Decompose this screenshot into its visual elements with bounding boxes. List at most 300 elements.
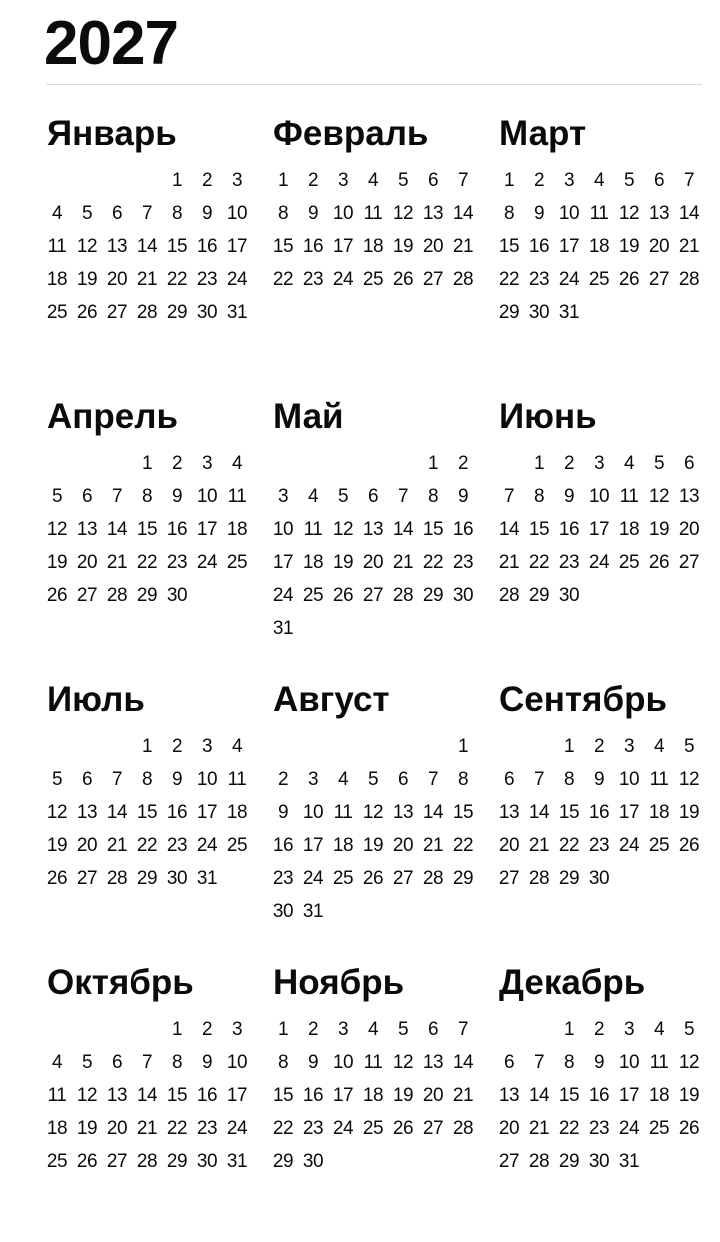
day-number: 18 [362,1085,384,1106]
day-number: 6 [111,1052,123,1073]
day-number: 3 [231,170,243,191]
day-number: 3 [201,453,213,474]
day-number: 22 [136,835,158,856]
day-number: 29 [136,585,158,606]
day-number: 22 [272,1118,294,1139]
day-number: 22 [136,552,158,573]
day-number: 2 [171,453,183,474]
day-number: 8 [563,769,575,790]
day-number: 7 [533,1052,545,1073]
day-number: 23 [272,868,294,889]
day-number: 4 [231,453,243,474]
day-number: 1 [563,736,575,757]
day-number: 12 [618,203,640,224]
blank-cell [72,164,102,197]
day-number: 14 [528,802,550,823]
day-number: 12 [678,1052,700,1073]
day-number: 23 [558,552,580,573]
day-number: 18 [588,236,610,257]
day-number: 19 [618,236,640,257]
day-number: 22 [422,552,444,573]
blank-cell [268,447,298,480]
day-number: 30 [196,302,218,323]
day-number: 19 [332,552,354,573]
day-number: 30 [528,302,550,323]
day-number: 27 [106,302,128,323]
day-number: 31 [272,618,294,639]
day-number: 22 [528,552,550,573]
day-number: 16 [166,519,188,540]
day-number: 26 [618,269,640,290]
day-number: 12 [392,1052,414,1073]
day-number: 24 [272,585,294,606]
day-number: 28 [498,585,520,606]
day-number: 20 [106,269,128,290]
day-number: 12 [648,486,670,507]
day-number: 9 [307,1052,319,1073]
day-number: 23 [588,835,610,856]
day-number: 16 [452,519,474,540]
blank-cell [102,164,132,197]
day-number: 30 [588,1151,610,1172]
day-number: 6 [111,203,123,224]
month-name: Сентябрь [499,680,667,719]
day-number: 5 [683,736,695,757]
day-number: 25 [618,552,640,573]
day-number: 27 [648,269,670,290]
day-number: 28 [422,868,444,889]
day-number: 30 [166,868,188,889]
day-number: 24 [332,1118,354,1139]
day-number: 4 [653,736,665,757]
month-block [494,393,720,676]
blank-cell [494,447,524,480]
day-number: 14 [678,203,700,224]
day-number: 3 [623,1019,635,1040]
day-number: 25 [362,1118,384,1139]
day-number: 7 [141,1052,153,1073]
day-number: 7 [111,486,123,507]
day-number: 14 [136,236,158,257]
day-number: 18 [648,1085,670,1106]
blank-cell [72,1013,102,1046]
day-number: 22 [558,835,580,856]
month-name: Январь [47,114,177,153]
blank-cell [102,447,132,480]
day-number: 3 [563,170,575,191]
day-number: 22 [452,835,474,856]
blank-cell [42,1013,72,1046]
blank-cell [42,447,72,480]
day-number: 20 [678,519,700,540]
day-number: 11 [47,1085,67,1106]
day-number: 4 [593,170,605,191]
day-number: 4 [51,203,63,224]
day-number: 31 [302,901,324,922]
day-number: 19 [678,802,700,823]
day-number: 9 [533,203,545,224]
day-number: 20 [498,835,520,856]
day-number: 30 [452,585,474,606]
day-number: 11 [333,802,353,823]
blank-cell [524,730,554,763]
day-number: 3 [201,736,213,757]
day-number: 7 [141,203,153,224]
day-number: 18 [302,552,324,573]
day-number: 24 [618,835,640,856]
day-number: 28 [136,302,158,323]
day-number: 2 [593,1019,605,1040]
day-number: 10 [332,203,354,224]
day-number: 25 [226,552,248,573]
day-number: 31 [618,1151,640,1172]
day-number: 9 [593,1052,605,1073]
month-block [268,676,494,959]
day-number: 24 [332,269,354,290]
day-number: 8 [457,769,469,790]
day-number: 1 [277,170,289,191]
day-number: 10 [588,486,610,507]
day-number: 20 [76,552,98,573]
day-number: 11 [649,1052,669,1073]
day-number: 21 [106,552,128,573]
day-number: 11 [363,1052,383,1073]
month-days [268,164,478,296]
day-number: 21 [392,552,414,573]
day-number: 16 [272,835,294,856]
day-number: 21 [452,236,474,257]
day-number: 9 [457,486,469,507]
blank-cell [42,730,72,763]
day-number: 14 [528,1085,550,1106]
day-number: 1 [171,170,183,191]
day-number: 17 [558,236,580,257]
day-number: 13 [648,203,670,224]
month-days [42,164,252,329]
day-number: 14 [136,1085,158,1106]
day-number: 4 [307,486,319,507]
day-number: 3 [593,453,605,474]
day-number: 9 [171,769,183,790]
day-number: 2 [307,170,319,191]
day-number: 30 [558,585,580,606]
blank-cell [102,730,132,763]
month-name: Декабрь [499,963,646,1002]
day-number: 26 [648,552,670,573]
day-number: 27 [392,868,414,889]
day-number: 18 [648,802,670,823]
day-number: 15 [136,519,158,540]
day-number: 12 [392,203,414,224]
day-number: 28 [392,585,414,606]
day-number: 9 [171,486,183,507]
day-number: 13 [76,519,98,540]
month-days [42,730,252,895]
month-block [494,676,720,959]
day-number: 19 [392,236,414,257]
blank-cell [132,164,162,197]
day-number: 26 [332,585,354,606]
day-number: 14 [106,802,128,823]
day-number: 5 [81,1052,93,1073]
month-block [494,110,720,393]
day-number: 24 [226,269,248,290]
day-number: 21 [528,1118,550,1139]
day-number: 17 [332,1085,354,1106]
day-number: 13 [678,486,700,507]
day-number: 23 [196,1118,218,1139]
day-number: 28 [452,269,474,290]
months-grid [42,110,720,1242]
day-number: 17 [196,802,218,823]
day-number: 3 [337,1019,349,1040]
day-number: 7 [457,1019,469,1040]
blank-cell [494,730,524,763]
day-number: 2 [457,453,469,474]
day-number: 24 [618,1118,640,1139]
day-number: 21 [136,1118,158,1139]
day-number: 17 [302,835,324,856]
day-number: 5 [653,453,665,474]
day-number: 10 [558,203,580,224]
day-number: 16 [528,236,550,257]
day-number: 25 [46,1151,68,1172]
day-number: 14 [452,1052,474,1073]
day-number: 8 [141,486,153,507]
day-number: 8 [277,1052,289,1073]
day-number: 23 [588,1118,610,1139]
day-number: 7 [457,170,469,191]
day-number: 20 [422,1085,444,1106]
day-number: 13 [422,1052,444,1073]
day-number: 31 [558,302,580,323]
day-number: 8 [171,1052,183,1073]
day-number: 2 [533,170,545,191]
day-number: 20 [106,1118,128,1139]
day-number: 4 [653,1019,665,1040]
day-number: 16 [588,1085,610,1106]
day-number: 15 [558,802,580,823]
blank-cell [358,730,388,763]
day-number: 14 [422,802,444,823]
day-number: 14 [392,519,414,540]
day-number: 30 [166,585,188,606]
day-number: 13 [362,519,384,540]
day-number: 3 [307,769,319,790]
blank-cell [72,730,102,763]
day-number: 24 [588,552,610,573]
day-number: 18 [46,1118,68,1139]
day-number: 15 [166,1085,188,1106]
day-number: 25 [302,585,324,606]
day-number: 30 [302,1151,324,1172]
day-number: 22 [166,269,188,290]
month-name: Июнь [499,397,597,436]
day-number: 11 [619,486,639,507]
month-name: Февраль [273,114,429,153]
day-number: 16 [558,519,580,540]
day-number: 4 [623,453,635,474]
day-number: 27 [362,585,384,606]
day-number: 25 [46,302,68,323]
day-number: 23 [452,552,474,573]
day-number: 27 [422,269,444,290]
day-number: 20 [422,236,444,257]
day-number: 26 [392,269,414,290]
day-number: 13 [498,1085,520,1106]
day-number: 15 [422,519,444,540]
day-number: 17 [618,1085,640,1106]
day-number: 23 [302,1118,324,1139]
day-number: 3 [623,736,635,757]
day-number: 29 [136,868,158,889]
day-number: 23 [302,269,324,290]
day-number: 24 [226,1118,248,1139]
day-number: 1 [503,170,515,191]
day-number: 23 [196,269,218,290]
month-days [494,1013,704,1178]
day-number: 8 [427,486,439,507]
day-number: 16 [588,802,610,823]
day-number: 11 [303,519,323,540]
blank-cell [328,447,358,480]
year-title: 2027 [44,9,178,78]
day-number: 3 [277,486,289,507]
day-number: 21 [528,835,550,856]
day-number: 18 [226,519,248,540]
month-row [42,110,720,393]
day-number: 6 [427,1019,439,1040]
day-number: 18 [46,269,68,290]
day-number: 19 [76,269,98,290]
day-number: 22 [558,1118,580,1139]
day-number: 12 [46,802,68,823]
month-block [42,393,268,676]
day-number: 3 [337,170,349,191]
month-name: Апрель [47,397,179,436]
day-number: 27 [498,1151,520,1172]
day-number: 2 [201,1019,213,1040]
day-number: 26 [76,302,98,323]
day-number: 17 [196,519,218,540]
day-number: 12 [76,236,98,257]
day-number: 6 [397,769,409,790]
day-number: 26 [76,1151,98,1172]
day-number: 13 [76,802,98,823]
day-number: 8 [503,203,515,224]
day-number: 9 [201,203,213,224]
day-number: 11 [363,203,383,224]
blank-cell [388,447,418,480]
blank-cell [42,164,72,197]
day-number: 9 [277,802,289,823]
month-days [494,730,704,895]
day-number: 11 [227,769,247,790]
year-divider [46,84,702,85]
day-number: 27 [76,868,98,889]
day-number: 19 [648,519,670,540]
day-number: 5 [51,769,63,790]
day-number: 13 [106,1085,128,1106]
day-number: 31 [226,302,248,323]
day-number: 9 [201,1052,213,1073]
blank-cell [358,447,388,480]
day-number: 24 [196,835,218,856]
day-number: 10 [618,769,640,790]
month-block [268,393,494,676]
day-number: 2 [201,170,213,191]
day-number: 26 [678,1118,700,1139]
day-number: 28 [106,585,128,606]
day-number: 15 [272,1085,294,1106]
day-number: 5 [81,203,93,224]
day-number: 12 [332,519,354,540]
day-number: 20 [76,835,98,856]
blank-cell [298,730,328,763]
month-days [268,1013,478,1178]
day-number: 10 [196,486,218,507]
day-number: 18 [332,835,354,856]
day-number: 2 [171,736,183,757]
day-number: 15 [136,802,158,823]
day-number: 22 [498,269,520,290]
day-number: 16 [302,1085,324,1106]
day-number: 6 [683,453,695,474]
day-number: 4 [231,736,243,757]
blank-cell [418,730,448,763]
day-number: 29 [558,868,580,889]
day-number: 17 [226,236,248,257]
month-name: Июль [47,680,145,719]
day-number: 25 [226,835,248,856]
day-number: 10 [618,1052,640,1073]
day-number: 27 [498,868,520,889]
day-number: 9 [307,203,319,224]
month-block [42,676,268,959]
day-number: 1 [427,453,439,474]
day-number: 16 [302,236,324,257]
day-number: 2 [593,736,605,757]
day-number: 1 [563,1019,575,1040]
day-number: 5 [623,170,635,191]
month-days [494,447,704,612]
day-number: 18 [226,802,248,823]
day-number: 28 [106,868,128,889]
day-number: 9 [563,486,575,507]
day-number: 14 [106,519,128,540]
day-number: 16 [166,802,188,823]
day-number: 11 [589,203,609,224]
day-number: 26 [392,1118,414,1139]
day-number: 7 [111,769,123,790]
day-number: 25 [362,269,384,290]
day-number: 28 [678,269,700,290]
day-number: 27 [678,552,700,573]
day-number: 25 [648,835,670,856]
blank-cell [72,447,102,480]
day-number: 6 [653,170,665,191]
day-number: 7 [427,769,439,790]
day-number: 12 [76,1085,98,1106]
day-number: 15 [452,802,474,823]
day-number: 21 [106,835,128,856]
day-number: 27 [106,1151,128,1172]
month-days [42,447,252,612]
blank-cell [268,730,298,763]
day-number: 22 [166,1118,188,1139]
day-number: 26 [362,868,384,889]
day-number: 8 [171,203,183,224]
